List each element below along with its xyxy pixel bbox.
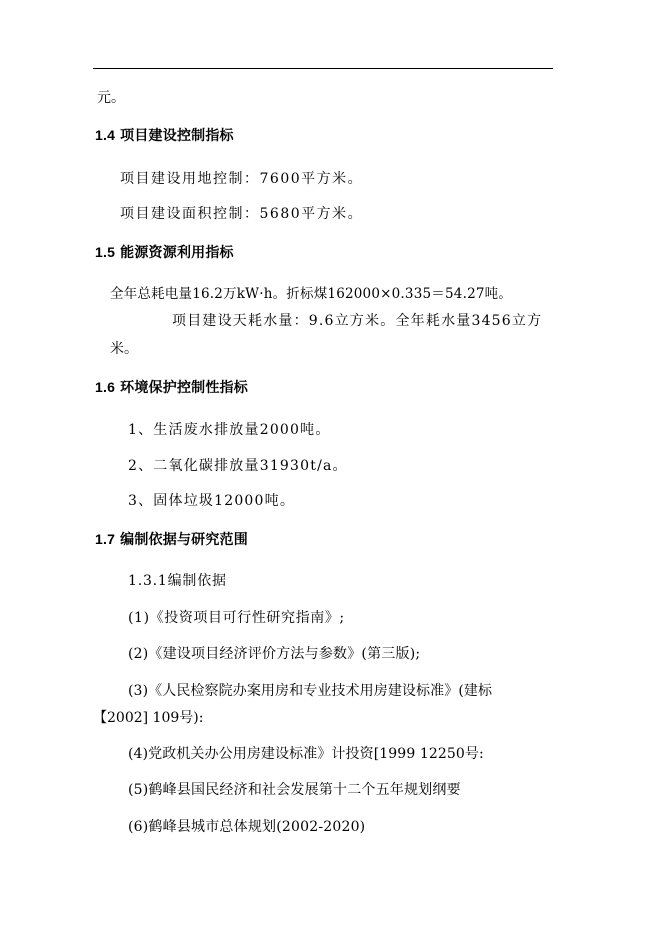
reference-item: (1)《投资项目可行性研究指南》; — [128, 610, 345, 626]
list-item: 2、二氧化碳排放量31930t/a。 — [128, 458, 348, 474]
section-number: 1.4 — [95, 127, 116, 143]
section-title: 能源资源利用指标 — [120, 245, 234, 261]
header-rule — [93, 68, 553, 69]
section-1-6-heading — [95, 378, 248, 397]
subsection-title: 1.3.1编制依据 — [128, 573, 227, 589]
paragraph-line: 项目建设面积控制：5680平方米。 — [120, 206, 364, 222]
section-title: 环境保护控制性指标 — [120, 380, 248, 396]
paragraph-line: 项目建设天耗水量：9.6立方米。全年耗水量3456立方 — [172, 313, 543, 329]
section-number: 1.5 — [95, 244, 116, 260]
section-title: 项目建设控制指标 — [120, 128, 234, 144]
list-item: 3、固体垃圾12000吨。 — [128, 493, 296, 509]
reference-item: (2)《建设项目经济评价方法与参数》(第三版); — [128, 646, 421, 662]
reference-item: (4)党政机关办公用房建设标准》计投资[1999 12250号: — [128, 746, 484, 762]
section-number: 1.6 — [95, 379, 116, 395]
continuation-text: 元。 — [97, 90, 125, 106]
paragraph-line: 项目建设用地控制：7600平方米。 — [120, 171, 364, 187]
section-title: 编制依据与研究范围 — [120, 532, 248, 548]
section-1-5-heading — [95, 243, 234, 262]
reference-item: (5)鹤峰县国民经济和社会发展第十二个五年规划纲要 — [128, 782, 461, 798]
reference-item-continuation: 【2002] 109号): — [93, 710, 204, 726]
paragraph-line: 全年总耗电量16.2万kW·h。折标煤162000×0.335＝54.27吨。 — [110, 286, 513, 302]
list-item: 1、生活废水排放量2000吨。 — [128, 422, 331, 438]
paragraph-line: 米。 — [110, 341, 138, 357]
section-number: 1.7 — [95, 531, 116, 547]
reference-item: (3)《人民检察院办案用房和专业技术用房建设标准》(建标 — [128, 683, 493, 699]
section-1-4-heading — [95, 126, 234, 145]
reference-item: (6)鹤峰县城市总体规划(2002-2020) — [128, 819, 366, 835]
section-1-7-heading — [95, 530, 248, 549]
